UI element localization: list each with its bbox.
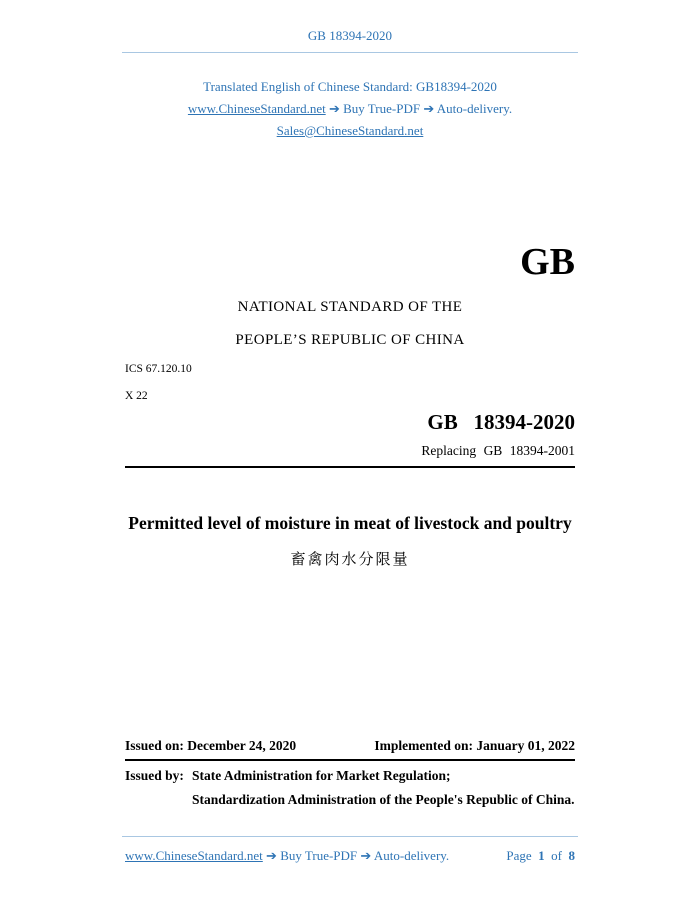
issuance-rule (125, 759, 575, 761)
classification-code: X 22 (125, 390, 148, 402)
page-number: 1 (538, 848, 545, 863)
national-standard-line2: PEOPLE’S REPUBLIC OF CHINA (235, 332, 465, 348)
buy-text: Buy True-PDF (343, 101, 421, 116)
arrow-icon: ➔ (266, 848, 277, 863)
arrow-icon: ➔ (423, 101, 435, 116)
page-label: Page (506, 848, 532, 863)
issuer-line2: Standardization Administration of the People's Republic of China. (192, 792, 575, 807)
delivery-text: Auto-delivery. (373, 848, 450, 863)
header-rule (122, 52, 578, 53)
translation-note: Translated English of Chinese Standard: GB18394-2020 (203, 79, 497, 94)
document-title-english: Permitted level of moisture in meat of livestock and poultry (128, 513, 572, 533)
website-link[interactable]: www.ChineseStandard.net (125, 848, 263, 863)
ics-code: ICS 67.120.10 (125, 363, 192, 375)
email-link[interactable]: Sales@ChineseStandard.net (276, 123, 424, 138)
arrow-icon: ➔ (360, 848, 372, 863)
issued-by-label: Issued by: (125, 768, 184, 783)
total-pages: 8 (568, 848, 575, 863)
email-line (0, 123, 700, 139)
footer-rule (122, 836, 578, 837)
page-indicator (506, 848, 575, 864)
standard-code: GB 18394-2020 (427, 410, 575, 434)
replacing-note: Replacing GB 18394-2001 (421, 443, 575, 458)
delivery-text: Auto-delivery. (436, 101, 513, 116)
national-standard-line1: NATIONAL STANDARD OF THE (237, 299, 463, 315)
issuer-line1: State Administration for Market Regulation; (192, 768, 451, 783)
issued-on-date: Issued on: December 24, 2020 (125, 738, 297, 753)
standard-divider-rule (125, 466, 575, 468)
website-link[interactable]: www.ChineseStandard.net (187, 101, 326, 116)
vendor-line (0, 101, 700, 117)
footer-vendor-line (125, 848, 449, 864)
gb-logo: GB (520, 241, 575, 283)
implemented-on-date: Implemented on: January 01, 2022 (374, 738, 575, 753)
header-doc-code: GB 18394-2020 (307, 28, 393, 43)
document-title-chinese: 畜禽肉水分限量 (290, 552, 410, 568)
of-label: of (551, 848, 562, 863)
buy-text: Buy True-PDF (280, 848, 358, 863)
issuance-dates-row (125, 738, 575, 754)
arrow-icon: ➔ (328, 101, 340, 116)
